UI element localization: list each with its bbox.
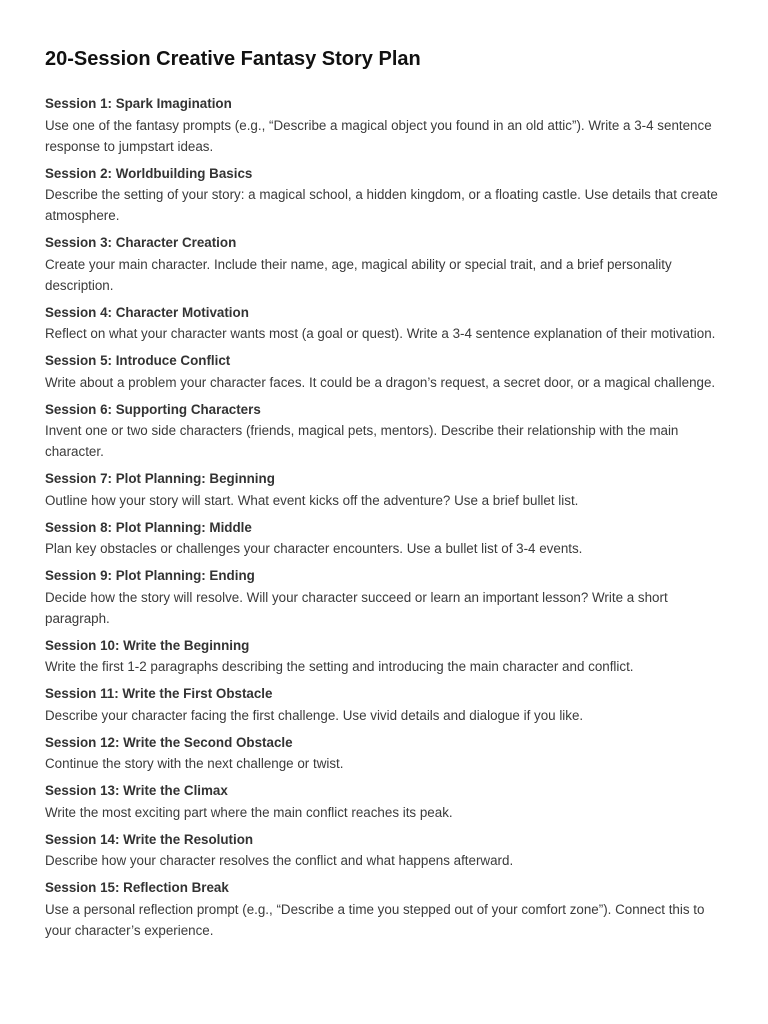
- session-title: Session 13: Write the Climax: [45, 783, 228, 798]
- session-description: Continue the story with the next challenge or twist.: [45, 756, 344, 771]
- session-description: Write the most exciting part where the main conflict reaches its peak.: [45, 804, 453, 820]
- session-title: Session 14: Write the Resolution: [45, 831, 254, 847]
- session-title: Session 12: Write the Second Obstacle: [45, 734, 293, 750]
- session-9: [45, 566, 723, 629]
- session-description: Describe how your character resolves the conflict and what happens afterward.: [45, 853, 514, 868]
- session-title: Session 5: Introduce Conflict: [45, 353, 231, 368]
- session-description: Use a personal reflection prompt (e.g., “Describe a time you stepped out of your comfort zone”). Connect this to your character’s experience.: [45, 901, 705, 938]
- page-title: 20-Session Creative Fantasy Story Plan: [45, 48, 421, 70]
- session-description: Use one of the fantasy prompts (e.g., “Describe a magical object you found in an old attic”). Write a 3-4 sentence response to jumpstart ideas.: [45, 117, 712, 154]
- session-title: Session 8: Plot Planning: Middle: [45, 519, 252, 535]
- session-2: [45, 164, 723, 227]
- session-12: [45, 733, 723, 775]
- session-title: Session 15: Reflection Break: [45, 880, 229, 895]
- session-title: Session 9: Plot Planning: Ending: [45, 568, 255, 583]
- session-3: [45, 233, 723, 296]
- session-title: Session 6: Supporting Characters: [45, 401, 261, 417]
- session-title: Session 7: Plot Planning: Beginning: [45, 471, 275, 486]
- session-14: [45, 830, 723, 872]
- session-15: [45, 878, 723, 941]
- session-title: Session 1: Spark Imagination: [45, 96, 232, 111]
- session-1: [45, 94, 723, 157]
- session-7: [45, 469, 723, 511]
- session-description: Reflect on what your character wants most (a goal or quest). Write a 3-4 sentence explanation of their motivation.: [45, 326, 716, 341]
- session-description: Outline how your story will start. What event kicks off the adventure? Use a brief bullet list.: [45, 492, 579, 508]
- session-5: [45, 351, 723, 393]
- session-title: Session 4: Character Motivation: [45, 304, 249, 320]
- session-description: Write the first 1-2 paragraphs describing the setting and introducing the main character and conflict.: [45, 659, 634, 674]
- session-title: Session 3: Character Creation: [45, 235, 237, 250]
- session-6: [45, 400, 723, 463]
- session-description: Describe your character facing the first challenge. Use vivid details and dialogue if you like.: [45, 707, 584, 723]
- session-4: [45, 303, 723, 345]
- session-description: Decide how the story will resolve. Will your character succeed or learn an important lesson? Write a short paragraph.: [45, 589, 668, 626]
- session-description: Plan key obstacles or challenges your character encounters. Use a bullet list of 3-4 events.: [45, 541, 583, 556]
- session-13: [45, 781, 723, 823]
- session-description: Write about a problem your character faces. It could be a dragon’s request, a secret door, or a magical challenge.: [45, 374, 716, 390]
- session-11: [45, 684, 723, 726]
- session-description: Describe the setting of your story: a magical school, a hidden kingdom, or a floating castle. Use details that create atmosphere.: [45, 187, 718, 223]
- session-description: Create your main character. Include their name, age, magical ability or special trait, and a brief personality description.: [45, 256, 672, 293]
- session-title: Session 10: Write the Beginning: [45, 637, 250, 653]
- session-title: Session 2: Worldbuilding Basics: [45, 165, 253, 181]
- session-title: Session 11: Write the First Obstacle: [45, 686, 273, 701]
- session-description: Invent one or two side characters (friends, magical pets, mentors). Describe their relationship with the main character.: [45, 423, 679, 459]
- session-8: [45, 518, 723, 560]
- session-10: [45, 636, 723, 678]
